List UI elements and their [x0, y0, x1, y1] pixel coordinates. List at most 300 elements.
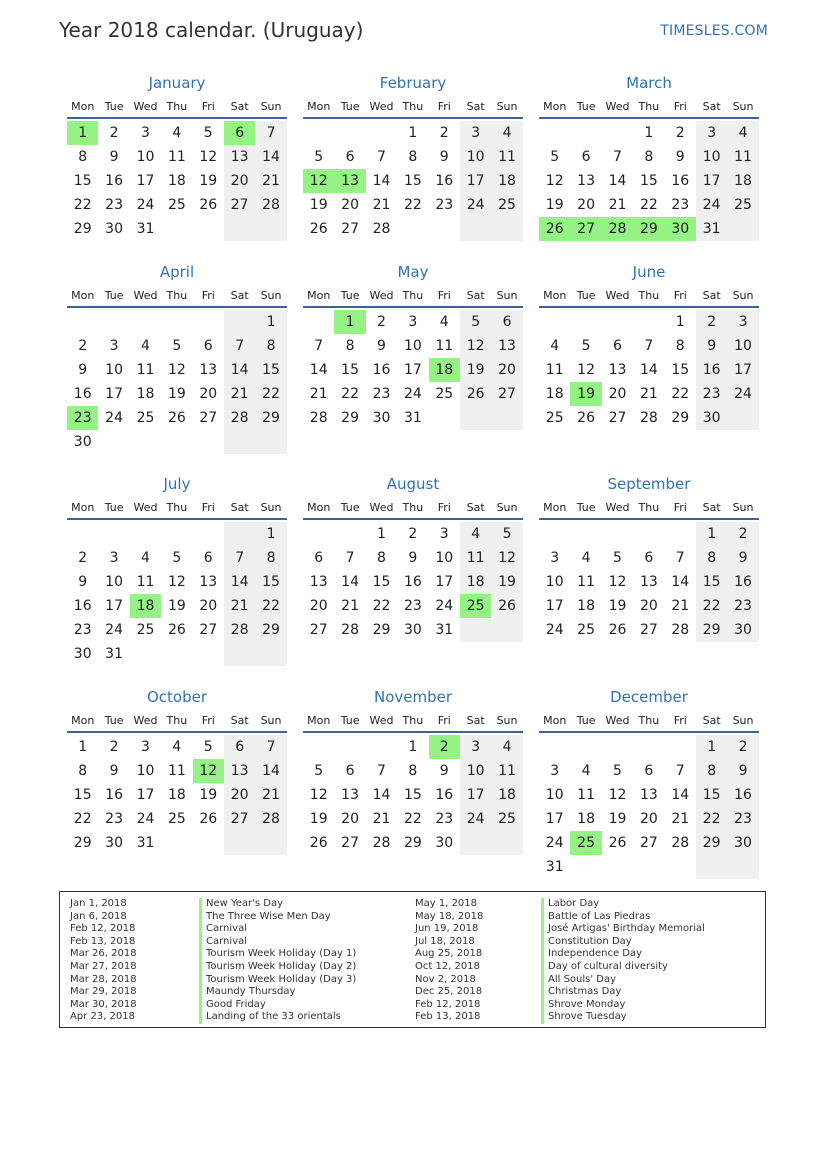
day-cell: 3: [550, 763, 560, 779]
day-cell: 1: [408, 739, 418, 755]
day-cell: 27: [309, 622, 328, 638]
weekday-label: Sun: [732, 713, 754, 727]
weekday-label: Mon: [71, 500, 95, 514]
weekday-label: Sun: [732, 99, 754, 113]
day-cell: 12: [608, 787, 627, 803]
day-cell: 5: [491, 522, 522, 546]
day-cell: 21: [224, 382, 255, 406]
empty-day-cell: [570, 522, 601, 546]
day-cell: 4: [172, 739, 182, 755]
weekday-header: [303, 709, 523, 733]
day-cell: 26: [199, 197, 218, 213]
day-cell: 24: [696, 193, 727, 217]
day-cell: 21: [372, 197, 391, 213]
day-cell: 23: [671, 197, 690, 213]
day-grid: [539, 119, 759, 241]
empty-day-cell: [727, 406, 758, 430]
holiday-name: Battle of Las Piedras: [541, 911, 705, 924]
day-cell: 9: [78, 362, 88, 378]
empty-day-cell: [460, 618, 491, 642]
day-cell: 17: [435, 574, 454, 590]
day-cell: 24: [435, 598, 454, 614]
day-grid: [303, 520, 523, 642]
empty-day-cell: [334, 522, 365, 546]
weekday-label: Mon: [307, 500, 331, 514]
day-cell: 4: [581, 763, 591, 779]
day-cell: 14: [224, 358, 255, 382]
day-cell: 3: [109, 550, 119, 566]
holiday-date: Jan 1, 2018: [70, 898, 127, 909]
day-cell: 12: [577, 362, 595, 378]
day-cell: 3: [439, 526, 449, 542]
day-cell: 15: [341, 362, 359, 378]
day-grid: [67, 308, 287, 454]
weekday-label: Sat: [702, 500, 721, 514]
weekday-label: Sun: [496, 713, 518, 727]
empty-day-cell: [696, 855, 727, 879]
empty-day-cell: [161, 217, 192, 241]
day-cell: 19: [309, 811, 328, 827]
day-cell: 24: [105, 410, 123, 426]
day-cell: 31: [545, 859, 564, 875]
day-cell: 24: [460, 193, 491, 217]
day-cell: 9: [377, 338, 386, 354]
day-cell: 30: [73, 434, 92, 450]
day-cell: 4: [460, 522, 491, 546]
day-cell: 27: [224, 807, 255, 831]
empty-day-cell: [539, 121, 570, 145]
empty-day-cell: [602, 735, 633, 759]
month-june: [539, 260, 759, 430]
holiday-date: Nov 2, 2018: [415, 973, 476, 985]
month-september: [539, 472, 759, 642]
day-cell: 14: [255, 759, 286, 783]
day-cell: 21: [309, 386, 328, 402]
weekday-header: [539, 709, 759, 733]
day-cell: 7: [255, 735, 286, 759]
holiday-day-cell: 2: [429, 735, 460, 759]
day-cell: 14: [671, 787, 690, 803]
day-cell: 13: [639, 787, 658, 803]
day-cell: 3: [141, 125, 150, 141]
weekday-label: Fri: [201, 99, 215, 113]
weekday-label: Mon: [71, 288, 95, 302]
day-cell: 11: [491, 145, 522, 169]
day-cell: 1: [78, 739, 88, 755]
day-cell: 15: [639, 173, 658, 189]
day-cell: 4: [581, 550, 591, 566]
empty-day-cell: [539, 522, 570, 546]
holiday-day-cell: 12: [303, 169, 334, 193]
day-cell: 10: [727, 334, 758, 358]
weekday-label: Sun: [732, 500, 754, 514]
empty-day-cell: [491, 618, 522, 642]
day-cell: 10: [403, 338, 422, 354]
weekday-label: Sat: [466, 99, 485, 113]
empty-day-cell: [224, 522, 255, 546]
day-cell: 8: [345, 338, 355, 354]
weekday-label: Fri: [437, 713, 451, 727]
day-cell: 16: [403, 574, 422, 590]
weekday-label: Sat: [230, 713, 249, 727]
day-cell: 18: [545, 386, 564, 402]
empty-day-cell: [539, 735, 570, 759]
holiday-date: May 18, 2018: [415, 910, 484, 922]
holiday-date: Mar 27, 2018: [70, 960, 137, 972]
day-cell: 28: [309, 410, 328, 426]
day-cell: 28: [372, 835, 391, 851]
day-cell: 3: [460, 735, 491, 759]
day-cell: 2: [78, 338, 88, 354]
month-name: August: [386, 475, 440, 493]
day-cell: 30: [105, 221, 123, 237]
month-name: December: [610, 688, 688, 706]
empty-day-cell: [193, 430, 224, 454]
weekday-label: Sun: [496, 99, 518, 113]
day-cell: 17: [403, 362, 422, 378]
empty-day-cell: [633, 735, 664, 759]
day-cell: 19: [545, 197, 564, 213]
day-cell: 29: [372, 622, 391, 638]
empty-day-cell: [366, 121, 397, 145]
day-cell: 17: [696, 169, 727, 193]
legend-dates-right: [415, 898, 483, 1024]
day-cell: 19: [608, 811, 627, 827]
day-cell: 21: [608, 197, 627, 213]
day-cell: 24: [136, 197, 155, 213]
weekday-label: Sat: [702, 288, 721, 302]
day-cell: 5: [172, 550, 182, 566]
day-cell: 28: [671, 835, 690, 851]
weekday-header: [67, 284, 287, 308]
day-cell: 15: [696, 783, 727, 807]
day-cell: 22: [403, 197, 422, 213]
day-cell: 28: [255, 807, 286, 831]
day-cell: 28: [224, 618, 255, 642]
day-cell: 18: [577, 598, 595, 614]
legend-names-left: [199, 898, 356, 1024]
holiday-date: Feb 13, 2018: [70, 935, 136, 947]
weekday-label: Tue: [576, 500, 596, 514]
day-cell: 6: [644, 763, 654, 779]
day-cell: 20: [199, 386, 218, 402]
empty-day-cell: [570, 121, 601, 145]
holiday-name: New Year's Day: [199, 898, 356, 911]
empty-day-cell: [334, 735, 365, 759]
month-name: October: [146, 688, 208, 706]
empty-day-cell: [98, 430, 129, 454]
day-cell: 3: [109, 338, 119, 354]
day-cell: 10: [136, 763, 155, 779]
empty-day-cell: [460, 217, 491, 241]
month-name: June: [632, 263, 666, 281]
month-february: [303, 71, 523, 241]
day-cell: 20: [199, 598, 218, 614]
weekday-label: Fri: [201, 288, 215, 302]
month-july: [67, 472, 287, 666]
weekday-label: Sat: [230, 288, 249, 302]
brand-link[interactable]: TIMESLES.COM: [660, 23, 768, 39]
empty-day-cell: [130, 310, 161, 334]
day-cell: 11: [577, 574, 595, 590]
day-cell: 4: [491, 121, 522, 145]
holiday-date: Oct 12, 2018: [415, 960, 480, 972]
weekday-label: Tue: [576, 713, 596, 727]
holiday-date: Apr 23, 2018: [70, 1011, 136, 1023]
holiday-day-cell: 6: [224, 121, 255, 145]
weekday-header: [67, 496, 287, 520]
holiday-name: Christmas Day: [541, 986, 705, 999]
day-cell: 4: [172, 125, 182, 141]
day-cell: 11: [491, 759, 522, 783]
day-cell: 9: [727, 546, 758, 570]
holiday-date: Jun 19, 2018: [415, 923, 479, 935]
weekday-label: Thu: [638, 288, 660, 302]
day-cell: 27: [199, 622, 218, 638]
day-cell: 1: [255, 310, 286, 334]
day-cell: 8: [255, 334, 286, 358]
day-cell: 20: [577, 197, 595, 213]
empty-day-cell: [224, 831, 255, 855]
day-cell: 2: [109, 739, 119, 755]
day-cell: 31: [696, 217, 727, 241]
day-cell: 31: [136, 835, 155, 851]
day-cell: 9: [675, 149, 685, 165]
weekday-label: Tue: [576, 288, 596, 302]
day-cell: 10: [136, 149, 155, 165]
empty-day-cell: [161, 642, 192, 666]
day-cell: 21: [224, 594, 255, 618]
weekday-label: Fri: [201, 500, 215, 514]
holiday-day-cell: 26: [539, 217, 570, 241]
day-cell: 12: [608, 574, 627, 590]
empty-day-cell: [727, 217, 758, 241]
month-may: [303, 260, 523, 430]
day-cell: 10: [545, 574, 564, 590]
weekday-label: Sun: [260, 288, 282, 302]
empty-day-cell: [570, 855, 601, 879]
empty-day-cell: [98, 310, 129, 334]
holiday-date: Feb 12, 2018: [415, 998, 481, 1010]
day-cell: 26: [309, 221, 328, 237]
weekday-header: [303, 284, 523, 308]
holiday-date: Jan 6, 2018: [70, 910, 127, 922]
day-cell: 2: [408, 526, 418, 542]
day-cell: 4: [141, 338, 150, 354]
empty-day-cell: [161, 831, 192, 855]
weekday-label: Tue: [340, 500, 360, 514]
day-cell: 6: [314, 550, 324, 566]
empty-day-cell: [491, 406, 522, 430]
weekday-label: Thu: [638, 99, 660, 113]
day-cell: 7: [377, 763, 386, 779]
empty-day-cell: [429, 217, 460, 241]
empty-day-cell: [491, 217, 522, 241]
day-cell: 10: [460, 145, 491, 169]
day-cell: 18: [577, 811, 595, 827]
day-cell: 10: [696, 145, 727, 169]
day-cell: 18: [491, 783, 522, 807]
holiday-date: Mar 28, 2018: [70, 973, 137, 985]
day-cell: 14: [309, 362, 328, 378]
day-cell: 4: [491, 735, 522, 759]
month-january: [67, 71, 287, 241]
day-cell: 9: [408, 550, 418, 566]
day-cell: 30: [403, 622, 422, 638]
day-cell: 10: [105, 574, 123, 590]
day-cell: 11: [727, 145, 758, 169]
day-cell: 19: [167, 598, 186, 614]
day-cell: 12: [199, 149, 218, 165]
empty-day-cell: [303, 735, 334, 759]
day-cell: 6: [345, 149, 355, 165]
weekday-label: Tue: [104, 713, 124, 727]
empty-day-cell: [224, 217, 255, 241]
weekday-header: [67, 95, 287, 119]
weekday-label: Sun: [732, 288, 754, 302]
day-cell: 7: [314, 338, 324, 354]
holiday-date: Mar 30, 2018: [70, 998, 137, 1010]
day-cell: 13: [224, 759, 255, 783]
day-cell: 8: [255, 546, 286, 570]
day-cell: 2: [696, 310, 727, 334]
day-grid: [67, 733, 287, 855]
day-cell: 1: [696, 522, 727, 546]
day-cell: 2: [675, 125, 685, 141]
weekday-label: Sat: [230, 99, 249, 113]
day-cell: 6: [491, 310, 522, 334]
day-cell: 26: [577, 410, 595, 426]
weekday-label: Tue: [104, 288, 124, 302]
day-cell: 4: [141, 550, 150, 566]
empty-day-cell: [460, 831, 491, 855]
day-cell: 18: [460, 570, 491, 594]
day-cell: 20: [639, 811, 658, 827]
day-cell: 28: [255, 193, 286, 217]
holiday-day-cell: 13: [334, 169, 365, 193]
day-cell: 26: [309, 835, 328, 851]
empty-day-cell: [193, 217, 224, 241]
weekday-label: Thu: [166, 99, 188, 113]
day-cell: 9: [78, 574, 88, 590]
weekday-label: Thu: [166, 288, 188, 302]
empty-day-cell: [224, 642, 255, 666]
day-cell: 30: [727, 831, 758, 855]
day-cell: 15: [403, 787, 422, 803]
weekday-label: Tue: [340, 288, 360, 302]
empty-day-cell: [602, 855, 633, 879]
empty-day-cell: [602, 310, 633, 334]
day-cell: 21: [341, 598, 359, 614]
holiday-legend: [59, 891, 766, 1028]
empty-day-cell: [570, 310, 601, 334]
holiday-name: Tourism Week Holiday (Day 3): [199, 974, 356, 987]
day-cell: 11: [435, 338, 454, 354]
day-cell: 5: [581, 338, 591, 354]
day-cell: 30: [372, 410, 391, 426]
day-cell: 30: [696, 406, 727, 430]
empty-day-cell: [303, 310, 334, 334]
day-cell: 10: [460, 759, 491, 783]
month-name: March: [626, 74, 672, 92]
day-cell: 10: [435, 550, 454, 566]
day-cell: 22: [73, 197, 92, 213]
day-cell: 28: [372, 221, 391, 237]
empty-day-cell: [98, 522, 129, 546]
day-cell: 27: [341, 835, 359, 851]
weekday-label: Sun: [496, 500, 518, 514]
holiday-date: Dec 25, 2018: [415, 986, 483, 998]
day-cell: 20: [224, 169, 255, 193]
day-cell: 6: [203, 338, 213, 354]
day-cell: 15: [255, 570, 286, 594]
day-cell: 31: [403, 410, 422, 426]
empty-day-cell: [665, 522, 696, 546]
weekday-label: Fri: [673, 288, 687, 302]
day-cell: 5: [314, 149, 324, 165]
day-cell: 15: [73, 787, 92, 803]
day-cell: 26: [491, 594, 522, 618]
day-cell: 20: [309, 598, 328, 614]
empty-day-cell: [161, 310, 192, 334]
empty-day-cell: [633, 310, 664, 334]
day-cell: 26: [167, 622, 186, 638]
day-cell: 6: [224, 735, 255, 759]
day-cell: 20: [639, 598, 658, 614]
day-cell: 14: [224, 570, 255, 594]
day-cell: 24: [460, 807, 491, 831]
empty-day-cell: [193, 310, 224, 334]
day-cell: 8: [78, 763, 88, 779]
weekday-label: Mon: [543, 99, 567, 113]
day-cell: 5: [203, 739, 213, 755]
weekday-label: Mon: [307, 713, 331, 727]
holiday-day-cell: 18: [130, 594, 161, 618]
day-cell: 29: [341, 410, 359, 426]
day-cell: 24: [136, 811, 155, 827]
day-cell: 16: [435, 787, 454, 803]
day-cell: 13: [224, 145, 255, 169]
day-cell: 4: [550, 338, 560, 354]
holiday-name: Labor Day: [541, 898, 705, 911]
day-cell: 23: [372, 386, 391, 402]
day-cell: 25: [136, 622, 155, 638]
weekday-label: Thu: [402, 288, 424, 302]
empty-day-cell: [303, 522, 334, 546]
day-cell: 11: [577, 787, 595, 803]
day-grid: [539, 308, 759, 430]
empty-day-cell: [429, 406, 460, 430]
month-april: [67, 260, 287, 454]
month-november: [303, 685, 523, 855]
weekday-label: Fri: [437, 500, 451, 514]
day-cell: 7: [224, 334, 255, 358]
day-cell: 1: [255, 522, 286, 546]
day-cell: 8: [78, 149, 88, 165]
day-cell: 15: [255, 358, 286, 382]
day-cell: 20: [341, 197, 359, 213]
holiday-day-cell: 1: [67, 121, 98, 145]
empty-day-cell: [193, 642, 224, 666]
holiday-name: Tourism Week Holiday (Day 2): [199, 961, 356, 974]
day-cell: 19: [167, 386, 186, 402]
day-grid: [539, 733, 759, 879]
day-cell: 14: [372, 173, 391, 189]
day-cell: 6: [203, 550, 213, 566]
holiday-name: Maundy Thursday: [199, 986, 356, 999]
day-cell: 18: [167, 173, 186, 189]
day-cell: 20: [341, 811, 359, 827]
